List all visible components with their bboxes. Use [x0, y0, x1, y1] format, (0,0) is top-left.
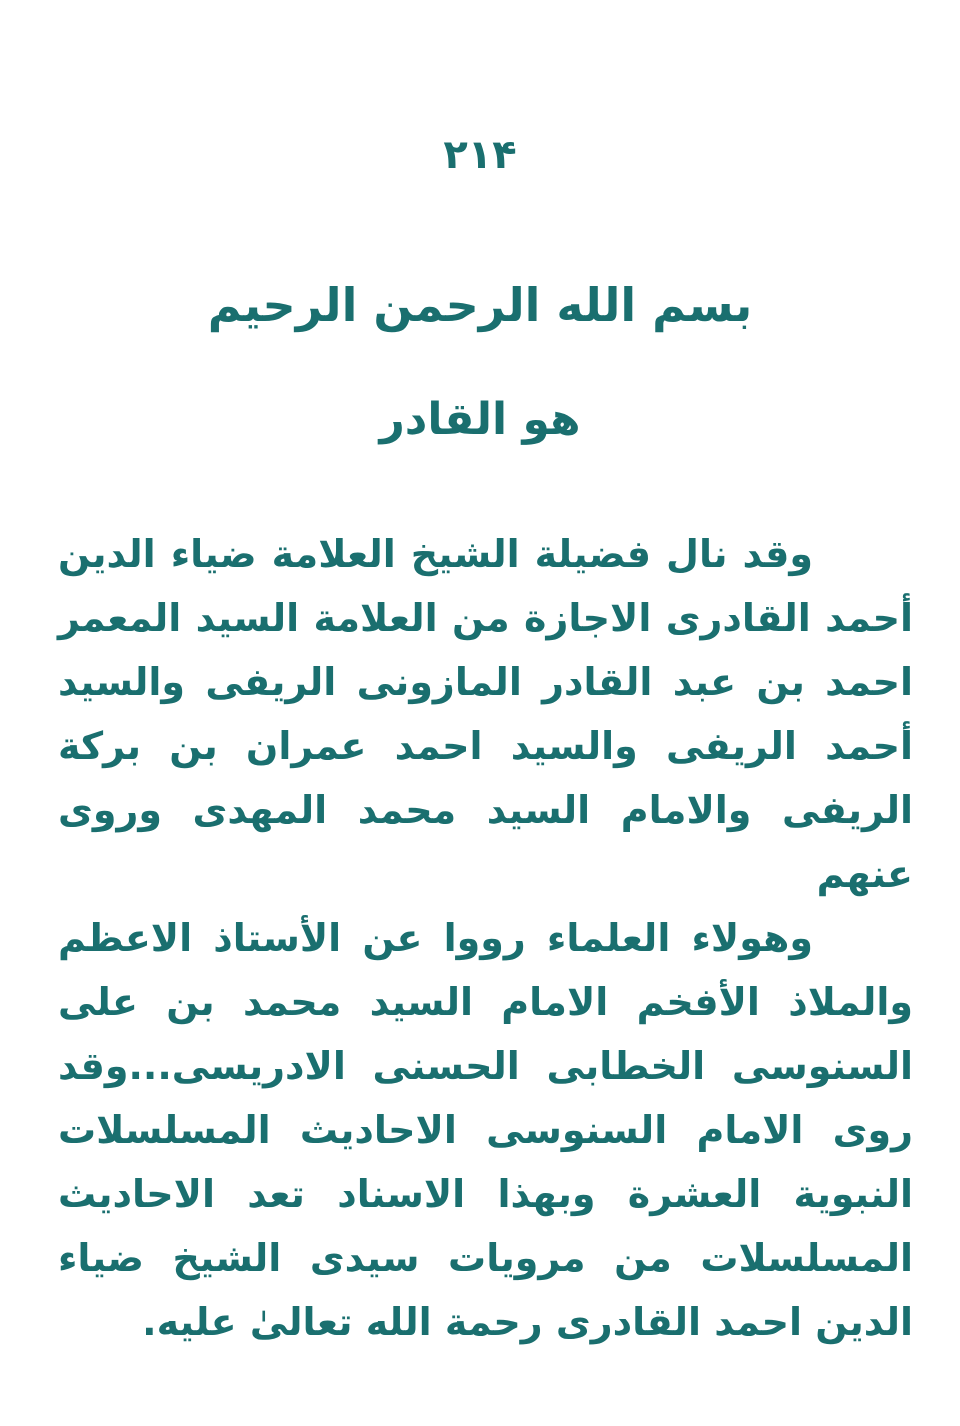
- body-text: [58, 522, 913, 1354]
- section-heading: هو القادر: [379, 394, 581, 445]
- basmala-title: بسم الله الرحمن الرحيم: [207, 278, 753, 332]
- page-number: ۲۱۴: [443, 132, 517, 178]
- paragraph-senusi: وهولاء العلماء رووا عن الأستاذ الاعظم والملاذ الأفخم الامام السيد محمد بن على السنوسى الخطابى الحسنى الادريسى...وقد روى الامام السنوسى الاحاديث المسلسلات النبوية العشرة وبهذا الاسناد تعد الاحاديث المسلسلات من مرويات سيدى الشيخ ضياء الدين احمد القادرى رحمة الله تعالیٰ عليه.: [58, 916, 913, 1344]
- paragraph-ijaza: وقد نال فضيلة الشيخ العلامة ضياء الدين أحمد القادرى الاجازة من العلامة السيد المعمر احمد بن عبد القادر المازونى الريفى والسيد أحمد الريفى والسيد احمد عمران بن بركة الريفى والامام السيد محمد المهدى وروى عنهم: [58, 532, 913, 896]
